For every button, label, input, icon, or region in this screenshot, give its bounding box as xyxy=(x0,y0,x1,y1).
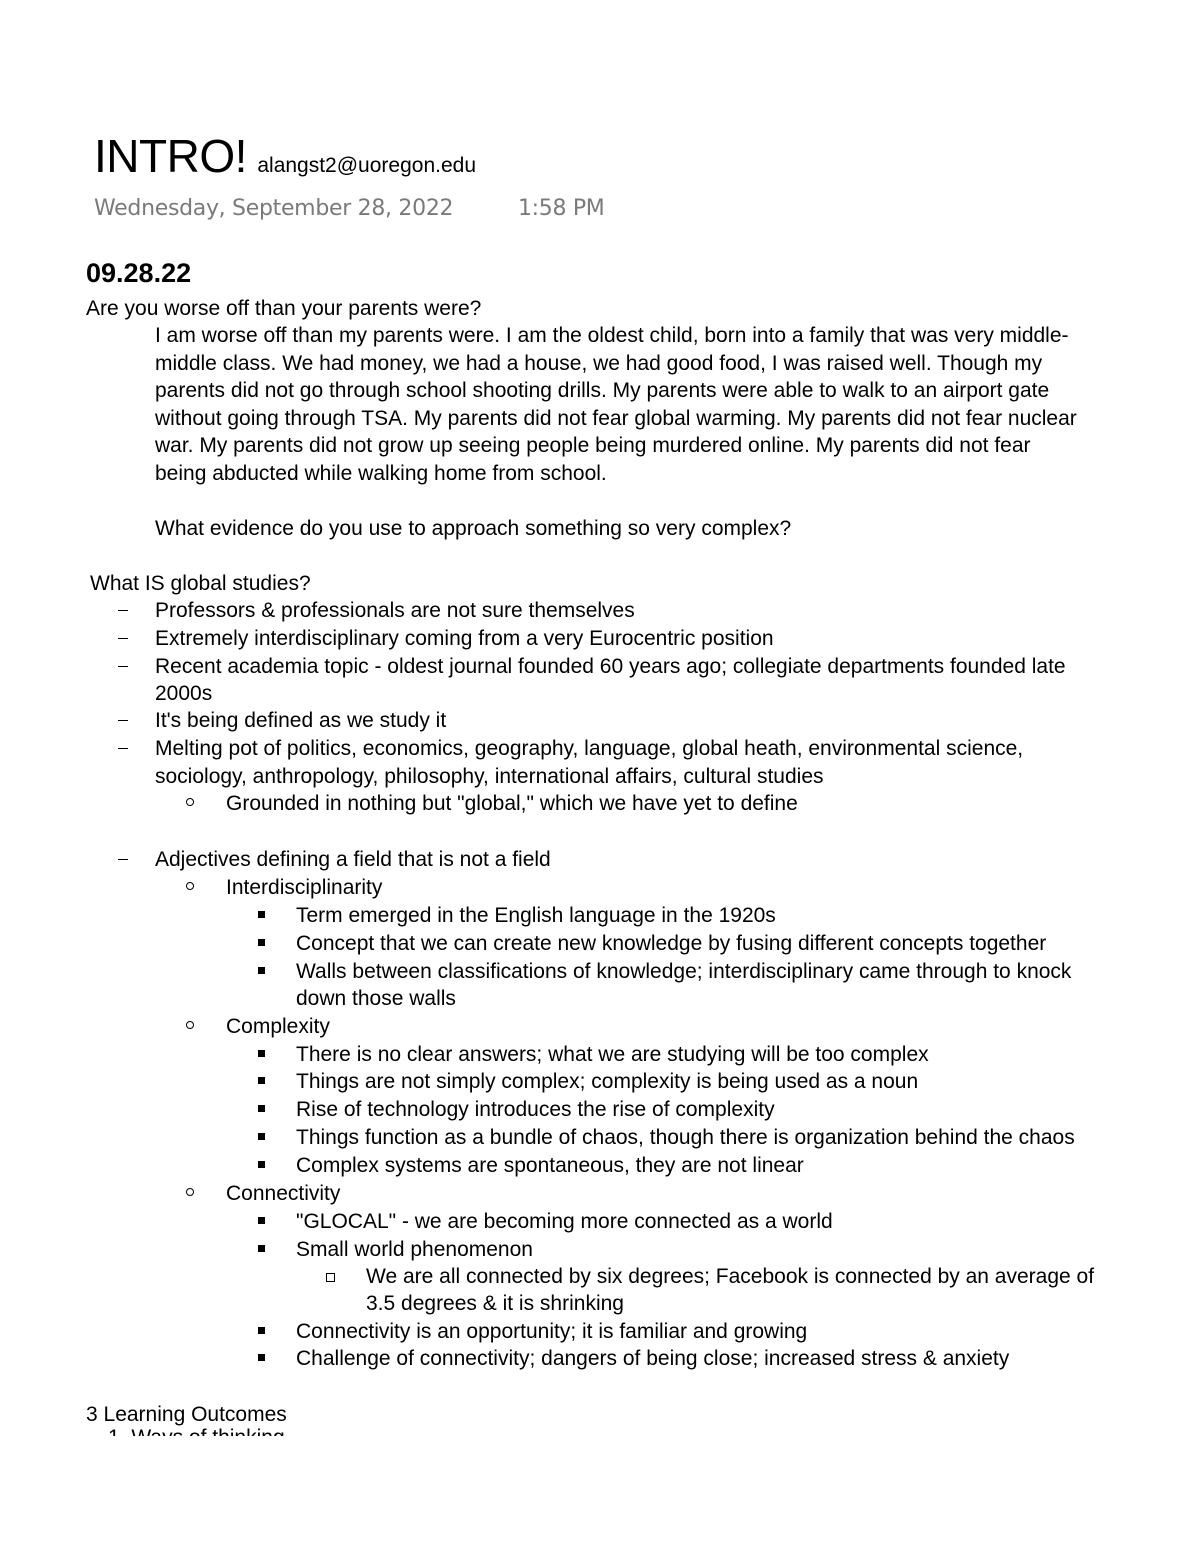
list-item: Concept that we can create new knowledge by fusing different concepts together xyxy=(296,932,1047,955)
list-item: Interdisciplinarity xyxy=(226,876,383,899)
question-text: Are you worse off than your parents were? xyxy=(86,297,482,320)
list-item-continuation: 2000s xyxy=(155,682,213,705)
list-item: Rise of technology introduces the rise of complexity xyxy=(296,1098,775,1121)
time-text: 1:58 PM xyxy=(517,196,605,221)
square-bullet xyxy=(258,1161,265,1168)
list-item: Complexity xyxy=(226,1015,330,1038)
list-item-continuation: sociology, anthropology, philosophy, international affairs, cultural studies xyxy=(155,765,824,788)
answer-line: without going through TSA. My parents did not fear global warming. My parents did not fear nuclear xyxy=(155,406,1077,430)
square-bullet xyxy=(258,1354,265,1361)
square-bullet xyxy=(258,1133,265,1140)
square-bullet xyxy=(258,911,265,918)
list-item: Connectivity is an opportunity; it is familiar and growing xyxy=(296,1320,808,1343)
global-studies-heading: What IS global studies? xyxy=(90,572,311,595)
page-cutoff-mask xyxy=(0,1436,1200,1553)
list-item: Things function as a bundle of chaos, though there is organization behind the chaos xyxy=(296,1126,1075,1149)
list-item: Extremely interdisciplinary coming from a very Eurocentric position xyxy=(155,627,774,650)
list-item: Term emerged in the English language in the 1920s xyxy=(296,904,776,927)
answer-line: parents did not go through school shooting drills. My parents were able to walk to an airport gate xyxy=(155,379,1050,403)
list-item: We are all connected by six degrees; Facebook is connected by an average of xyxy=(366,1265,1095,1288)
page-title: INTRO! xyxy=(94,130,247,182)
list-item: It's being defined as we study it xyxy=(155,709,447,732)
answer-line: war. My parents did not grow up seeing people being murdered online. My parents did not fear xyxy=(155,434,1031,458)
list-item: There is no clear answers; what we are studying will be too complex xyxy=(296,1043,929,1066)
list-item: Adjectives defining a field that is not a field xyxy=(155,848,551,871)
title-row xyxy=(94,128,476,184)
square-bullet xyxy=(258,1327,265,1334)
dash-bullet xyxy=(118,720,128,721)
evidence-question: What evidence do you use to approach something so very complex? xyxy=(155,517,792,540)
dash-bullet xyxy=(118,610,128,611)
list-item: Grounded in nothing but "global," which we have yet to define xyxy=(226,792,798,815)
dash-bullet xyxy=(118,859,128,860)
email-text: alangst2@uoregon.edu xyxy=(257,154,476,177)
list-item: Recent academia topic - oldest journal founded 60 years ago; collegiate departments founded late xyxy=(155,655,1066,678)
square-bullet xyxy=(258,1217,265,1224)
list-item: Small world phenomenon xyxy=(296,1238,533,1261)
answer-line: middle class. We had money, we had a house, we had good food, I was raised well. Though my xyxy=(155,351,1043,375)
list-item: "GLOCAL" - we are becoming more connected as a world xyxy=(296,1210,833,1233)
list-item: Professors & professionals are not sure themselves xyxy=(155,599,635,622)
list-item: Melting pot of politics, economics, geography, language, global heath, environmental science, xyxy=(155,737,1024,760)
answer-line: being abducted while walking home from school. xyxy=(155,461,607,485)
list-item-continuation: down those walls xyxy=(296,987,456,1010)
section-heading: 09.28.22 xyxy=(86,258,192,288)
square-bullet xyxy=(258,939,265,946)
dash-bullet xyxy=(118,638,128,639)
answer-paragraph xyxy=(155,322,1200,488)
hollow-square-bullet xyxy=(326,1273,335,1282)
circle-bullet xyxy=(186,1188,194,1196)
circle-bullet xyxy=(186,882,194,890)
list-item: Challenge of connectivity; dangers of being close; increased stress & anxiety xyxy=(296,1347,1010,1370)
square-bullet xyxy=(258,1077,265,1084)
list-item: Things are not simply complex; complexity is being used as a noun xyxy=(296,1070,919,1093)
dash-bullet xyxy=(118,748,128,749)
square-bullet xyxy=(258,1105,265,1112)
circle-bullet xyxy=(186,1021,194,1029)
date-row xyxy=(94,196,604,221)
square-bullet xyxy=(258,967,265,974)
list-item: Walls between classifications of knowledge; interdisciplinary came through to knock xyxy=(296,960,1072,983)
answer-line: I am worse off than my parents were. I am the oldest child, born into a family that was very middle- xyxy=(155,324,1069,347)
circle-bullet xyxy=(186,798,194,806)
learning-outcomes-heading: 3 Learning Outcomes xyxy=(86,1403,287,1426)
square-bullet xyxy=(258,1245,265,1252)
list-item: Complex systems are spontaneous, they are not linear xyxy=(296,1154,804,1177)
list-item: Connectivity xyxy=(226,1182,341,1205)
list-item-continuation: 3.5 degrees & it is shrinking xyxy=(366,1292,624,1315)
dash-bullet xyxy=(118,666,128,667)
square-bullet xyxy=(258,1050,265,1057)
date-text: Wednesday, September 28, 2022 xyxy=(94,196,454,221)
